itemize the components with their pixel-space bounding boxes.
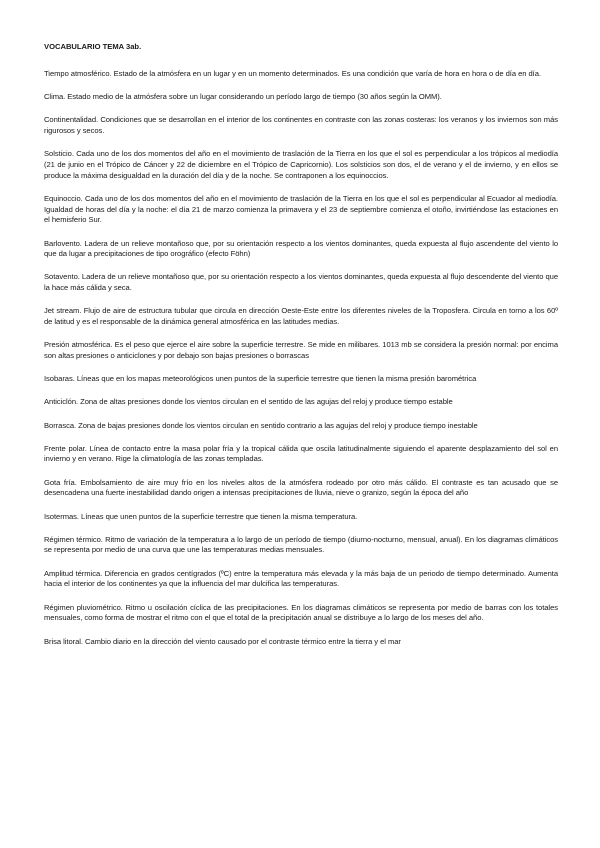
vocabulary-entry [44, 512, 558, 523]
vocabulary-entry [44, 569, 558, 590]
vocabulary-definition: Ladera de un relieve montañoso que, por su orientación respecto a los vientos dominantes, queda expuesta al flujo descendente del viento que la hace más cálida y seca. [44, 272, 559, 293]
vocabulary-term: Tiempo atmosférico. [44, 69, 112, 78]
vocabulary-entry [44, 69, 558, 80]
vocabulary-definition: Condiciones que se desarrollan en el interior de los continentes en contraste con las zonas costeras: los veranos y los inviernos son más rigurosos y secos. [44, 115, 559, 136]
vocabulary-definition: Ritmo de variación de la temperatura a lo largo de un período de tiempo (diurno-nocturno, mensual, anual). En los diagramas climáticos se representa por medio de una curva que une las temperaturas medias mensuales. [44, 534, 559, 555]
vocabulary-term: Solsticio. [44, 149, 74, 159]
vocabulary-definition: Zona de altas presiones donde los vientos circulan en el sentido de las agujas del reloj y produce tiempo estable [80, 397, 453, 407]
vocabulary-term: Régimen térmico. [44, 534, 103, 544]
vocabulary-definition: Estado medio de la atmósfera sobre un lugar considerando un período largo de tiempo (30 años según la OMM). [67, 92, 442, 102]
vocabulary-entry [44, 637, 558, 648]
vocabulary-entry [44, 92, 558, 103]
vocabulary-term: Barlovento. [44, 238, 82, 248]
vocabulary-term: Jet stream. [44, 306, 82, 316]
vocabulary-entry [44, 340, 558, 361]
vocabulary-term: Régimen pluviométrico. [44, 602, 123, 612]
vocabulary-term: Presión atmosférica. [44, 340, 113, 350]
vocabulary-term: Frente polar. [44, 443, 87, 453]
vocabulary-definition: Ritmo u oscilación cíclica de las precipitaciones. En los diagramas climáticos se representa por medio de barras con los totales mensuales, como forma de mostrar el ritmo con el que el total de la precipitación anual se distribuye a lo largo de los meses del año. [44, 602, 558, 623]
vocabulary-entry [44, 239, 558, 260]
vocabulary-term: Equinoccio. [44, 193, 83, 203]
vocabulary-term: Sotavento. [44, 272, 80, 282]
vocabulary-definition: Ladera de un relieve montañoso que, por su orientación respecto a los vientos dominantes, queda expuesta al flujo ascendente del viento lo que da lugar a precipitaciones de tipo orográfico (efecto Föhn) [44, 238, 559, 259]
vocabulary-term: Gota fría. [44, 477, 77, 487]
vocabulary-definition: Zona de bajas presiones donde los vientos circulan en sentido contrario a las agujas del reloj y produce tiempo inestable [78, 420, 478, 430]
vocabulary-entry [44, 397, 558, 408]
vocabulary-term: Isobaras. [44, 374, 75, 384]
vocabulary-entry [44, 115, 558, 136]
vocabulary-term: Borrasca. [44, 420, 77, 430]
vocabulary-definition: Cada uno de los dos momentos del año en el movimiento de traslación de la Tierra en los que el sol es perpendicular al Ecuador al mediodía. Igualdad de horas del día y la noche: el día 21 de marzo comienza la primavera y el 23 de septiembre comienza el otoño, invirtiéndose las estaciones en el hemisferio Sur. [44, 193, 558, 225]
vocabulary-entry [44, 374, 558, 385]
vocabulary-definition: Cambio diario en la dirección del viento causado por el contraste térmico entre la tierra y el mar [85, 636, 401, 646]
vocabulary-definition: Diferencia en grados centígrados (ºC) entre la temperatura más elevada y la más baja de un periodo de tiempo determinado. Aumenta hacia el interior de los continentes ya que la influencia del mar dulcifica las temperaturas. [44, 568, 558, 589]
vocabulary-entry [44, 444, 558, 465]
vocabulary-term: Isotermas. [44, 511, 79, 521]
vocabulary-term: Amplitud térmica. [44, 568, 103, 578]
vocabulary-entry [44, 149, 558, 181]
vocabulary-entry [44, 306, 558, 327]
vocabulary-entry [44, 194, 558, 226]
vocabulary-definition: Línea de contacto entre la masa polar fría y la tropical cálida que oscila latitudinalmente siguiendo el aparente desplazamiento del sol en invierno y en verano. Rige la climatología de las zonas templadas. [44, 443, 558, 464]
vocabulary-term: Clima. [44, 92, 66, 102]
document-title: VOCABULARIO TEMA 3ab. [44, 42, 142, 51]
vocabulary-term: Continentalidad. [44, 115, 99, 125]
vocabulary-definition: Líneas que unen puntos de la superficie terrestre que tienen la misma temperatura. [81, 511, 358, 521]
vocabulary-definition: Es el peso que ejerce el aire sobre la superficie terrestre. Se mide en milibares. 1013 mb se considera la presión normal: por encima son altas presiones o anticiclones y por debajo son bajas presiones o borrascas [44, 340, 559, 360]
vocabulary-entry [44, 478, 558, 499]
vocabulary-definition: Cada uno de los dos momentos del año en el movimiento de traslación de la Tierra en los que el sol es perpendicular a los trópicos al mediodía (21 de junio en el Trópico de Cáncer y 22 de diciembre en el Trópico de Capricornio). Los solsticios son dos, el de verano y el de invierno, y en ellos se produce la máxima desigualdad en la duración del día y de la noche. Se contraponen a los equinoccios. [44, 149, 559, 180]
vocabulary-definition: Líneas que en los mapas meteorológicos unen puntos de la superficie terrestre que tienen la misma presión barométrica [76, 374, 477, 384]
vocabulary-entry [44, 603, 558, 624]
vocabulary-list [44, 69, 558, 647]
vocabulary-definition: Flujo de aire de estructura tubular que circula en dirección Oeste-Este entre los diferentes niveles de la Troposfera. Circula en torno a los 60º de latitud y es el responsable de la dinámica general atmosférica en las latitudes medias. [44, 306, 559, 327]
vocabulary-entry [44, 272, 558, 293]
vocabulary-term: Brisa litoral. [44, 636, 83, 646]
vocabulary-definition: Estado de la atmósfera en un lugar y en un momento determinados. Es una condición que varía de hora en hora o de día en día. [113, 69, 541, 78]
vocabulary-term: Anticiclón. [44, 397, 79, 407]
vocabulary-entry [44, 421, 558, 432]
document-page [44, 42, 558, 660]
vocabulary-entry [44, 535, 558, 556]
vocabulary-definition: Embolsamiento de aire muy frío en los niveles altos de la atmósfera rodeado por otro más cálido. El contraste es tan acusado que se desencadena una fuerte inestabilidad dando origen a intensas precipitaciones de lluvia, nieve o granizo, según la época del año [44, 477, 558, 498]
